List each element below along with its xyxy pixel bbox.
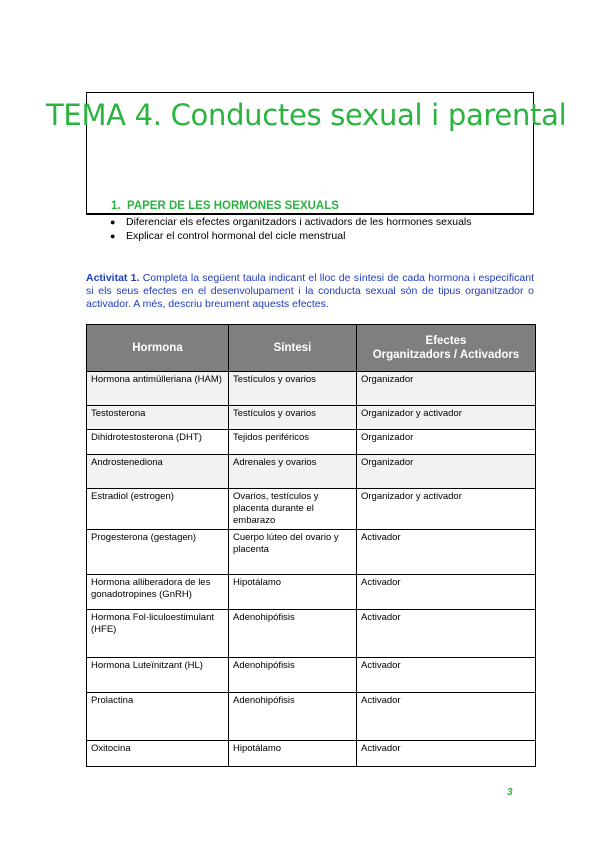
- table-row: [87, 693, 536, 741]
- table-row: [87, 489, 536, 530]
- cell-sintesi: Cuerpo lúteo del ovario y placenta: [229, 530, 357, 575]
- cell-efectes: Organizador: [357, 372, 536, 406]
- cell-hormona: Oxitocina: [87, 741, 229, 767]
- cell-efectes: Activador: [357, 530, 536, 575]
- section-number: 1.: [111, 200, 121, 212]
- table-row: [87, 430, 536, 455]
- cell-sintesi: Adrenales y ovarios: [229, 455, 357, 489]
- section-heading: [111, 200, 339, 212]
- page-title: TEMA 4. Conductes sexual i parental: [46, 98, 567, 132]
- cell-efectes: Activador: [357, 610, 536, 658]
- cell-sintesi: Tejidos periféricos: [229, 430, 357, 455]
- table-row: [87, 658, 536, 693]
- table-row: [87, 530, 536, 575]
- cell-efectes: Organizador y activador: [357, 406, 536, 430]
- bullet-icon: ●: [110, 217, 116, 227]
- bullet-icon: ●: [110, 231, 116, 241]
- table-row: [87, 741, 536, 767]
- cell-hormona: Progesterona (gestagen): [87, 530, 229, 575]
- cell-sintesi: Adenohipófisis: [229, 693, 357, 741]
- cell-hormona: Testosterona: [87, 406, 229, 430]
- cell-efectes: Organizador y activador: [357, 489, 536, 530]
- cell-hormona: Estradiol (estrogen): [87, 489, 229, 530]
- cell-sintesi: Hipotálamo: [229, 575, 357, 610]
- cell-efectes: Activador: [357, 575, 536, 610]
- table-row: [87, 610, 536, 658]
- cell-hormona: Hormona alliberadora de les gonadotropines (GnRH): [87, 575, 229, 610]
- table-row: [87, 372, 536, 406]
- objective-text: Explicar el control hormonal del cicle menstrual: [126, 230, 346, 242]
- cell-hormona: Prolactina: [87, 693, 229, 741]
- hormones-table: [86, 324, 536, 767]
- objectives-list: [86, 214, 534, 243]
- list-item: [86, 229, 534, 243]
- column-header-hormona: Hormona: [87, 325, 229, 372]
- column-header-efectes: Efectes Organitzadors / Activadors: [357, 325, 536, 372]
- objective-text: Diferenciar els efectes organitzadors i activadors de les hormones sexuals: [126, 216, 472, 228]
- cell-efectes: Activador: [357, 693, 536, 741]
- cell-sintesi: Hipotálamo: [229, 741, 357, 767]
- cell-efectes: Organizador: [357, 455, 536, 489]
- activity-label: Activitat 1.: [86, 272, 140, 284]
- section-heading-text: PAPER DE LES HORMONES SEXUALS: [127, 200, 339, 212]
- cell-hormona: Hormona Luteïnitzant (HL): [87, 658, 229, 693]
- cell-sintesi: Testículos y ovarios: [229, 372, 357, 406]
- table-row: [87, 575, 536, 610]
- cell-sintesi: Testículos y ovarios: [229, 406, 357, 430]
- cell-sintesi: Ovarios, testículos y placenta durante el embarazo: [229, 489, 357, 530]
- cell-hormona: Hormona antimülleriana (HAM): [87, 372, 229, 406]
- column-header-sintesi: Síntesi: [229, 325, 357, 372]
- table-header-row: [87, 325, 536, 372]
- cell-sintesi: Adenohipófisis: [229, 658, 357, 693]
- cell-efectes: Activador: [357, 741, 536, 767]
- cell-hormona: Dihidrotestosterona (DHT): [87, 430, 229, 455]
- cell-efectes: Organizador: [357, 430, 536, 455]
- cell-hormona: Androstenediona: [87, 455, 229, 489]
- activity-text: Completa la següent taula indicant el lloc de síntesi de cada hormona i especificant si els seus efectes en el desenvolupament i la conducta sexual són de tipus organitzador o activador. A més, descriu breument aquests efectes.: [86, 272, 534, 310]
- table-row: [87, 455, 536, 489]
- cell-hormona: Hormona Fol·liculoestimulant (HFE): [87, 610, 229, 658]
- table-row: [87, 406, 536, 430]
- cell-efectes: Activador: [357, 658, 536, 693]
- page-number: 3: [507, 787, 513, 798]
- cell-sintesi: Adenohipófisis: [229, 610, 357, 658]
- activity-instructions: [86, 272, 534, 311]
- list-item: [86, 215, 534, 229]
